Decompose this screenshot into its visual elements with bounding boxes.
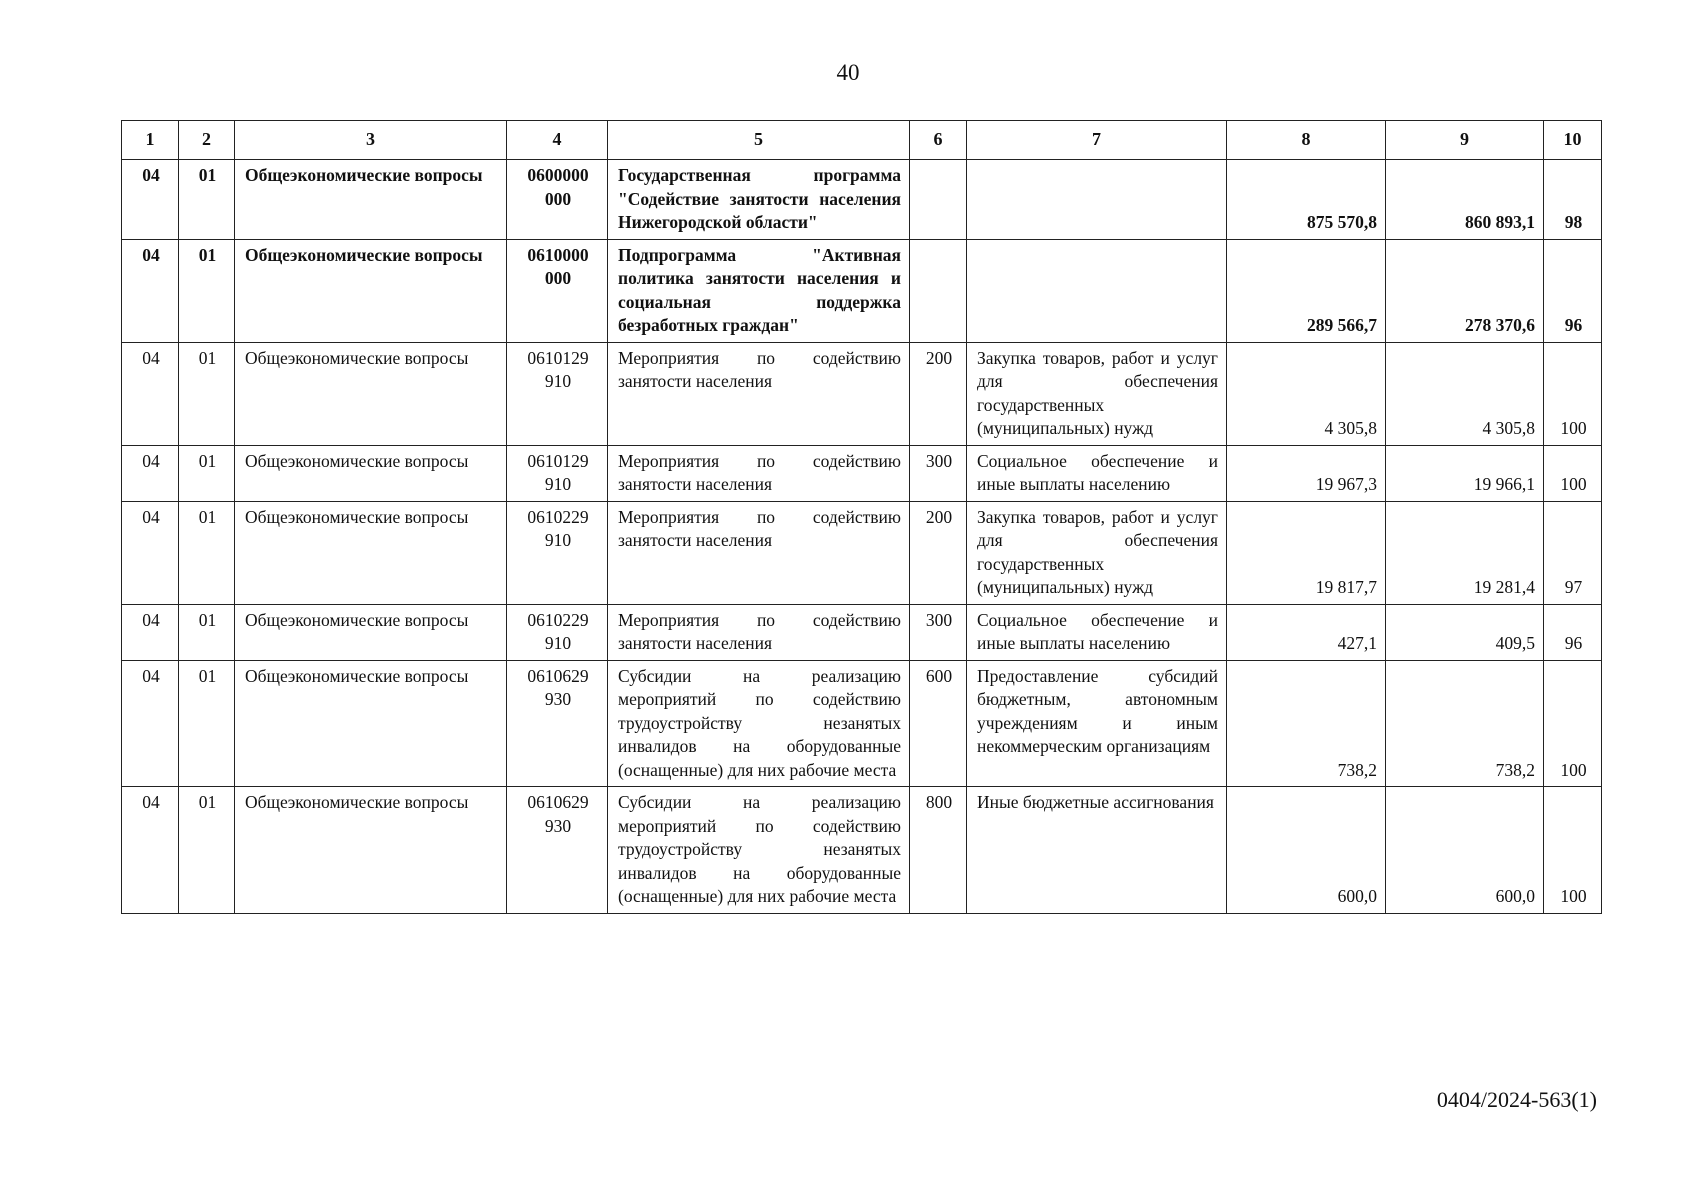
cell-percent: 100 [1544, 787, 1602, 914]
code-part: 000 [544, 268, 572, 288]
cell-expense-name: Закупка товаров, работ и услуг для обеспечения государственных (муниципальных) нужд [967, 342, 1227, 445]
cell-planned: 289 566,7 [1227, 239, 1386, 342]
col-header: 1 [122, 121, 179, 160]
cell-actual: 600,0 [1386, 787, 1544, 914]
col-header: 8 [1227, 121, 1386, 160]
cell-planned: 600,0 [1227, 787, 1386, 914]
cell-percent: 98 [1544, 160, 1602, 240]
cell-section-name: Общеэкономические вопросы [235, 604, 507, 660]
cell-target-code [507, 445, 608, 501]
cell-planned: 875 570,8 [1227, 160, 1386, 240]
cell-subsection: 01 [179, 342, 235, 445]
code-part: 910 [544, 530, 572, 550]
col-header: 9 [1386, 121, 1544, 160]
cell-section: 04 [122, 160, 179, 240]
table-body [122, 160, 1602, 914]
col-header: 3 [235, 121, 507, 160]
col-header: 4 [507, 121, 608, 160]
cell-section: 04 [122, 239, 179, 342]
code-part: 930 [544, 815, 572, 836]
cell-subsection: 01 [179, 501, 235, 604]
cell-section-name: Общеэкономические вопросы [235, 660, 507, 787]
cell-subsection: 01 [179, 239, 235, 342]
cell-expense-name [967, 239, 1227, 342]
table-row [122, 239, 1602, 342]
cell-target-code [507, 604, 608, 660]
table-row [122, 604, 1602, 660]
cell-section: 04 [122, 660, 179, 787]
cell-actual: 4 305,8 [1386, 342, 1544, 445]
cell-target-name: Государственная программа "Содействие занятости населения Нижегородской области" [608, 160, 910, 240]
cell-target-name: Мероприятия по содействию занятости населения [608, 501, 910, 604]
cell-target-name: Мероприятия по содействию занятости населения [608, 604, 910, 660]
code-part: 0610129 [527, 450, 589, 471]
document-id: 0404/2024-563(1) [1436, 1087, 1597, 1112]
page-number: 40 [836, 60, 860, 85]
cell-subsection: 01 [179, 160, 235, 240]
cell-section: 04 [122, 342, 179, 445]
col-header: 10 [1544, 121, 1602, 160]
cell-percent: 97 [1544, 501, 1602, 604]
cell-target-code [507, 660, 608, 787]
cell-section: 04 [122, 445, 179, 501]
cell-expense-type: 200 [910, 501, 967, 604]
cell-subsection: 01 [179, 445, 235, 501]
cell-target-name: Мероприятия по содействию занятости населения [608, 342, 910, 445]
cell-target-name: Подпрограмма "Активная политика занятости населения и социальная поддержка безработных граждан" [608, 239, 910, 342]
cell-section-name: Общеэкономические вопросы [235, 445, 507, 501]
cell-percent: 100 [1544, 660, 1602, 787]
cell-section-name: Общеэкономические вопросы [235, 239, 507, 342]
cell-target-name: Субсидии на реализацию мероприятий по содействию трудоустройству незанятых инвалидов на оборудованные (оснащенные) для них рабочие места [608, 787, 910, 914]
cell-actual: 19 281,4 [1386, 501, 1544, 604]
table-row [122, 787, 1602, 914]
cell-percent: 96 [1544, 604, 1602, 660]
code-part: 0600000 [527, 165, 589, 185]
code-part: 0610229 [527, 609, 589, 630]
col-header: 6 [910, 121, 967, 160]
cell-expense-type: 600 [910, 660, 967, 787]
cell-actual: 738,2 [1386, 660, 1544, 787]
cell-expense-type [910, 239, 967, 342]
table-row [122, 445, 1602, 501]
code-part: 930 [544, 689, 572, 709]
cell-section: 04 [122, 501, 179, 604]
col-header: 5 [608, 121, 910, 160]
cell-target-name: Мероприятия по содействию занятости населения [608, 445, 910, 501]
cell-subsection: 01 [179, 787, 235, 914]
cell-section-name: Общеэкономические вопросы [235, 501, 507, 604]
cell-section-name: Общеэкономические вопросы [235, 342, 507, 445]
col-header: 2 [179, 121, 235, 160]
code-part: 0610229 [527, 506, 589, 527]
cell-target-code [507, 239, 608, 342]
cell-section-name: Общеэкономические вопросы [235, 160, 507, 240]
cell-percent: 100 [1544, 342, 1602, 445]
cell-actual: 409,5 [1386, 604, 1544, 660]
table-row [122, 160, 1602, 240]
code-part: 910 [544, 371, 572, 391]
cell-target-name: Субсидии на реализацию мероприятий по содействию трудоустройству незанятых инвалидов на оборудованные (оснащенные) для них рабочие места [608, 660, 910, 787]
cell-subsection: 01 [179, 604, 235, 660]
cell-expense-name: Социальное обеспечение и иные выплаты населению [967, 604, 1227, 660]
cell-expense-type: 800 [910, 787, 967, 914]
cell-expense-type: 300 [910, 604, 967, 660]
cell-planned: 738,2 [1227, 660, 1386, 787]
code-part: 0610129 [527, 347, 589, 368]
table-row [122, 660, 1602, 787]
code-part: 910 [544, 474, 572, 494]
budget-table [121, 120, 1602, 914]
cell-target-code [507, 501, 608, 604]
cell-planned: 19 817,7 [1227, 501, 1386, 604]
code-part: 0610629 [527, 665, 589, 686]
header-row [122, 121, 1602, 160]
cell-percent: 96 [1544, 239, 1602, 342]
cell-planned: 4 305,8 [1227, 342, 1386, 445]
cell-actual: 278 370,6 [1386, 239, 1544, 342]
cell-expense-name: Предоставление субсидий бюджетным, автономным учреждениям и иным некоммерческим организациям [967, 660, 1227, 787]
code-part: 000 [544, 188, 572, 209]
cell-subsection: 01 [179, 660, 235, 787]
cell-expense-type [910, 160, 967, 240]
cell-section: 04 [122, 787, 179, 914]
col-header: 7 [967, 121, 1227, 160]
cell-target-code [507, 342, 608, 445]
code-part: 0610629 [527, 792, 589, 812]
cell-target-code [507, 160, 608, 240]
cell-expense-name: Социальное обеспечение и иные выплаты населению [967, 445, 1227, 501]
cell-section-name: Общеэкономические вопросы [235, 787, 507, 914]
code-part: 910 [544, 633, 572, 653]
table-row [122, 342, 1602, 445]
cell-percent: 100 [1544, 445, 1602, 501]
cell-planned: 19 967,3 [1227, 445, 1386, 501]
table-row [122, 501, 1602, 604]
cell-expense-type: 200 [910, 342, 967, 445]
cell-actual: 19 966,1 [1386, 445, 1544, 501]
cell-expense-name: Иные бюджетные ассигнования [967, 787, 1227, 914]
cell-section: 04 [122, 604, 179, 660]
cell-target-code [507, 787, 608, 914]
cell-expense-name [967, 160, 1227, 240]
code-part: 0610000 [527, 244, 589, 265]
cell-expense-type: 300 [910, 445, 967, 501]
cell-actual: 860 893,1 [1386, 160, 1544, 240]
cell-planned: 427,1 [1227, 604, 1386, 660]
cell-expense-name: Закупка товаров, работ и услуг для обеспечения государственных (муниципальных) нужд [967, 501, 1227, 604]
